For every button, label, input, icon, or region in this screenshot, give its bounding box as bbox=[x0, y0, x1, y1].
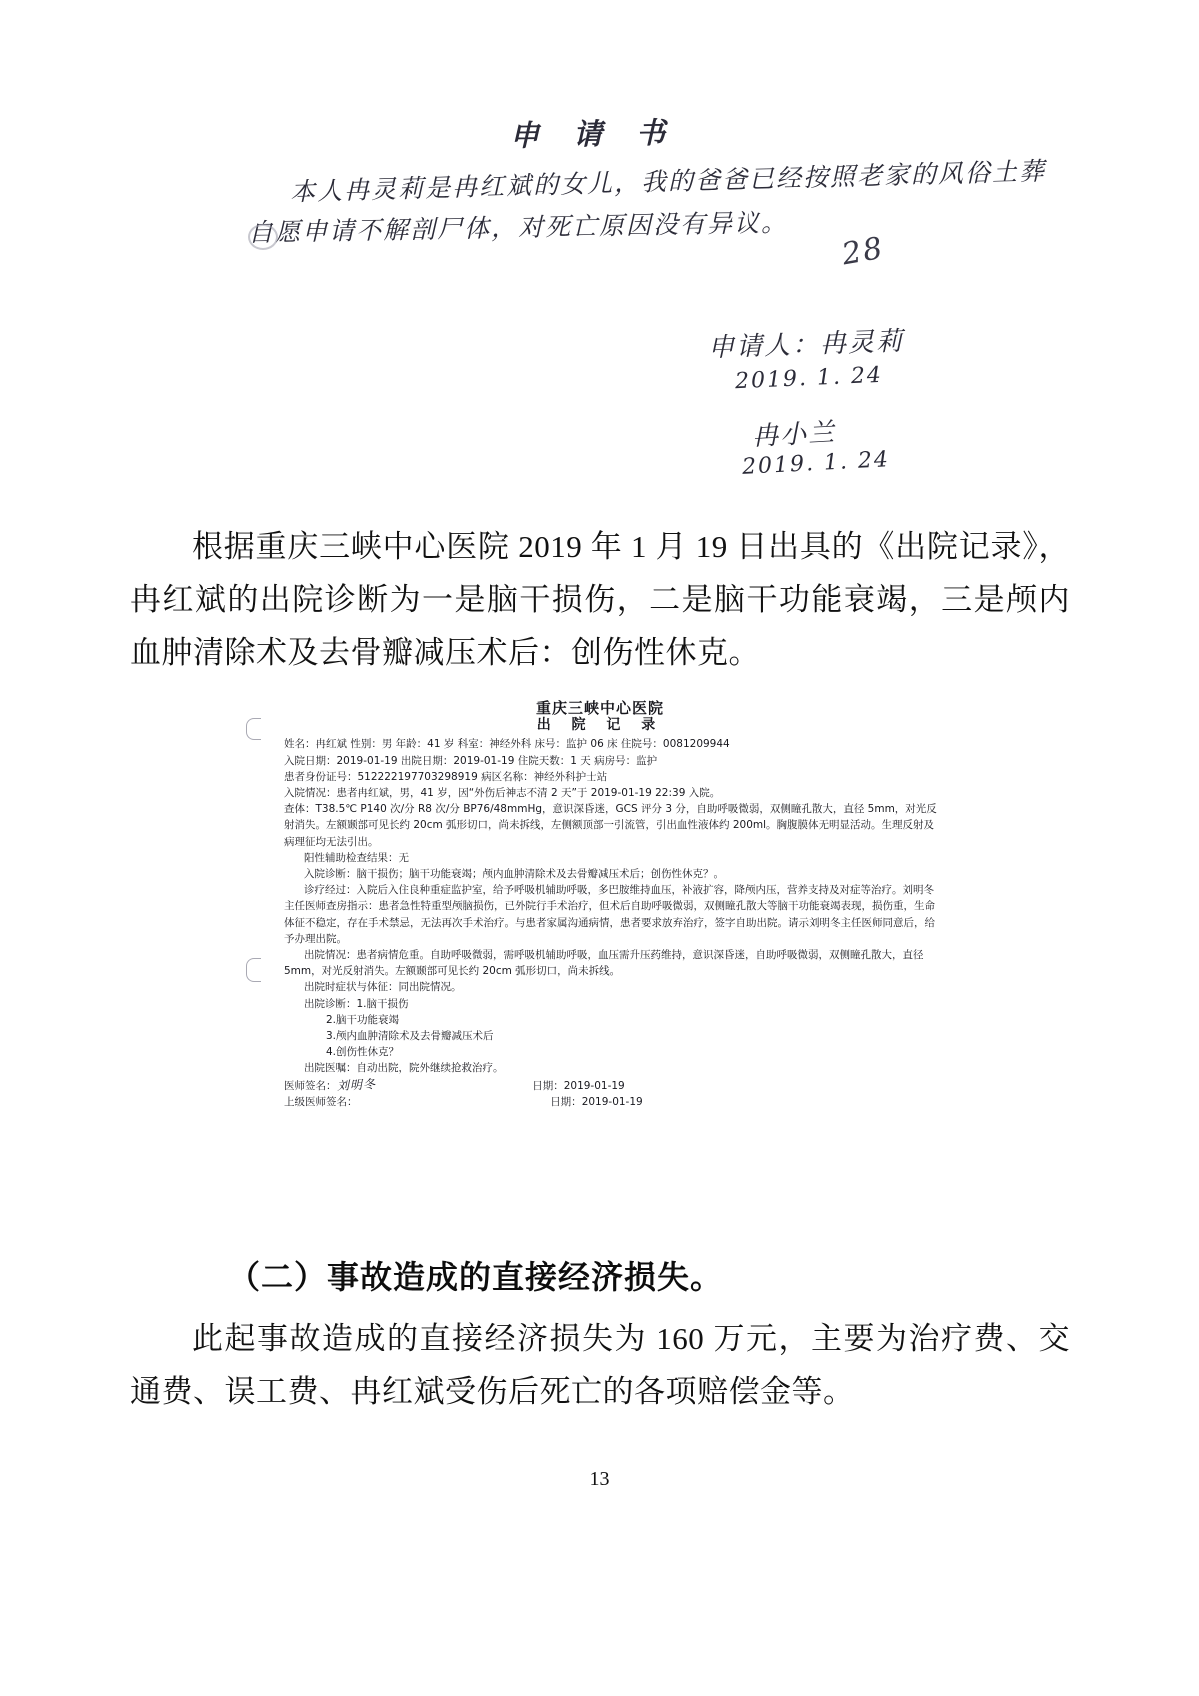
witness-signature-date: 2019. 1. 24 bbox=[741, 447, 891, 480]
scan-superior-date-label: 日期： bbox=[550, 1095, 582, 1108]
handwritten-line-1: 本人冉灵莉是冉红斌的女儿，我的爸爸已经按照老家的风俗土葬 bbox=[289, 156, 1047, 207]
scan-document-title: 出 院 记 录 bbox=[536, 717, 664, 734]
handwritten-title: 申 请 书 bbox=[509, 115, 678, 153]
scan-doctor-signature-value: 刘明冬 bbox=[336, 1076, 376, 1093]
scan-hospital-name: 重庆三峡中心医院 bbox=[535, 699, 664, 717]
page-number: 13 bbox=[589, 1468, 610, 1490]
scan-discharge-status: 出院情况：患者病情危重。自助呼吸微弱，需呼吸机辅助呼吸，血压需升压药维持，意识深昏迷，自助呼吸微弱，双侧瞳孔散大，直径 5mm，对光反射消失。左额颞部可见长约 20cm 弧形切口，尚未拆线。 bbox=[284, 949, 924, 978]
section-heading-economic-loss: （二）事故造成的直接经济损失。 bbox=[228, 1259, 724, 1295]
applicant-signature-date: 2019. 1. 24 bbox=[734, 362, 884, 395]
scan-doctor-signature-label: 医师签名： bbox=[284, 1079, 337, 1092]
scan-doctor-signature-row bbox=[262, 1077, 938, 1094]
scan-physical-exam: 查体：T38.5℃ P140 次/分 R8 次/分 BP76/48mmHg，意识深昏迷，GCS 评分 3 分，自助呼吸微弱，双侧瞳孔散大，直径 5mm，对光反射消失。左额颞部可见长约 20cm 弧形切口，尚未拆线，左侧额顶部一引流管，引出血性液体约 200ml。胸腹膜体无明显活动。生理反射及病理征均无法引出。 bbox=[284, 803, 937, 848]
scan-patient-basic: 姓名：冉红斌 性别：男 年龄：41 岁 科室：神经外科 床号：监护 06 床 住院号：0081209944 bbox=[284, 738, 730, 751]
scan-admission-diagnosis: 入院诊断：脑干损伤；脑干功能衰竭；颅内血肿清除术及去骨瓣减压术后；创伤性休克？。 bbox=[304, 868, 724, 881]
applicant-signature: 申请人：冉灵莉 bbox=[707, 326, 905, 364]
margin-number-mark: 28 bbox=[839, 230, 887, 273]
paperclip-icon-top bbox=[246, 718, 261, 740]
scan-id-ward: 患者身份证号：512222197703298919 病区名称：神经外科护士站 bbox=[284, 770, 608, 783]
scan-dates: 入院日期：2019-01-19 出院日期：2019-01-19 住院天数：1 天 病房号：监护 bbox=[284, 754, 658, 767]
scan-superior-date-value: 2019-01-19 bbox=[581, 1095, 643, 1108]
handwritten-application bbox=[0, 96, 1199, 496]
scan-diagnosis-item-3: 3.颅内血肿清除术及去骨瓣减压术后 bbox=[326, 1030, 494, 1043]
scan-doctor-date-label: 日期： bbox=[532, 1079, 564, 1092]
paragraph-discharge-summary: 根据重庆三峡中心医院 2019 年 1 月 19 日出具的《出院记录》，冉红斌的出院诊断为一是脑干损伤，二是脑干功能衰竭，三是颅内血肿清除术及去骨瓣减压术后：创伤性休克。 bbox=[130, 529, 1070, 670]
scan-treatment-course: 诊疗经过：入院后入住良种重症监护室，给予呼吸机辅助呼吸，多巴胺维持血压，补液扩容，降颅内压，营养支持及对症等治疗。刘明冬主任医师查房指示：患者急性特重型颅脑损伤，已外院行手术治疗，但术后自助呼吸微弱，双侧瞳孔散大等脑干功能衰竭表现，损伤重，生命体征不稳定，存在手术禁忌，无法再次手术治疗。与患者家属沟通病情，患者要求放弃治疗，签字自助出院。请示刘明冬主任医师同意后，给予办理出院。 bbox=[284, 884, 935, 945]
witness-signature: 冉小兰 bbox=[751, 417, 837, 453]
scan-superior-signature-label: 上级医师签名： bbox=[284, 1095, 358, 1108]
scan-discharge-order: 出院医嘱：自动出院，院外继续抢救治疗。 bbox=[304, 1062, 504, 1075]
paperclip-icon-bottom bbox=[246, 958, 261, 982]
scan-discharge-diagnosis: 出院诊断：1.脑干损伤 bbox=[304, 997, 409, 1010]
scan-diagnosis-item-2: 2.脑干功能衰竭 bbox=[326, 1013, 400, 1026]
scan-discharge-symptoms: 出院时症状与体征：同出院情况。 bbox=[304, 981, 462, 994]
paragraph-economic-loss: 此起事故造成的直接经济损失为 160 万元，主要为治疗费、交通费、误工费、冉红斌受伤后死亡的各项赔偿金等。 bbox=[130, 1321, 1070, 1409]
scan-auxiliary-results: 阳性辅助检查结果：无 bbox=[304, 851, 409, 864]
scan-superior-signature-row bbox=[262, 1094, 938, 1110]
ink-smudge-mark bbox=[248, 224, 278, 250]
handwritten-line-2: 自愿申请不解剖尸体，对死亡原因没有异议。 bbox=[247, 207, 789, 248]
scan-diagnosis-item-4: 4.创伤性休克？ bbox=[326, 1046, 400, 1059]
scan-admission-status: 入院情况：患者冉红斌，男，41 岁，因“外伤后神志不清 2 天”于 2019-01-19 22:39 入院。 bbox=[284, 787, 721, 800]
scanned-discharge-record bbox=[262, 700, 938, 1200]
scan-doctor-date-value: 2019-01-19 bbox=[563, 1079, 625, 1092]
